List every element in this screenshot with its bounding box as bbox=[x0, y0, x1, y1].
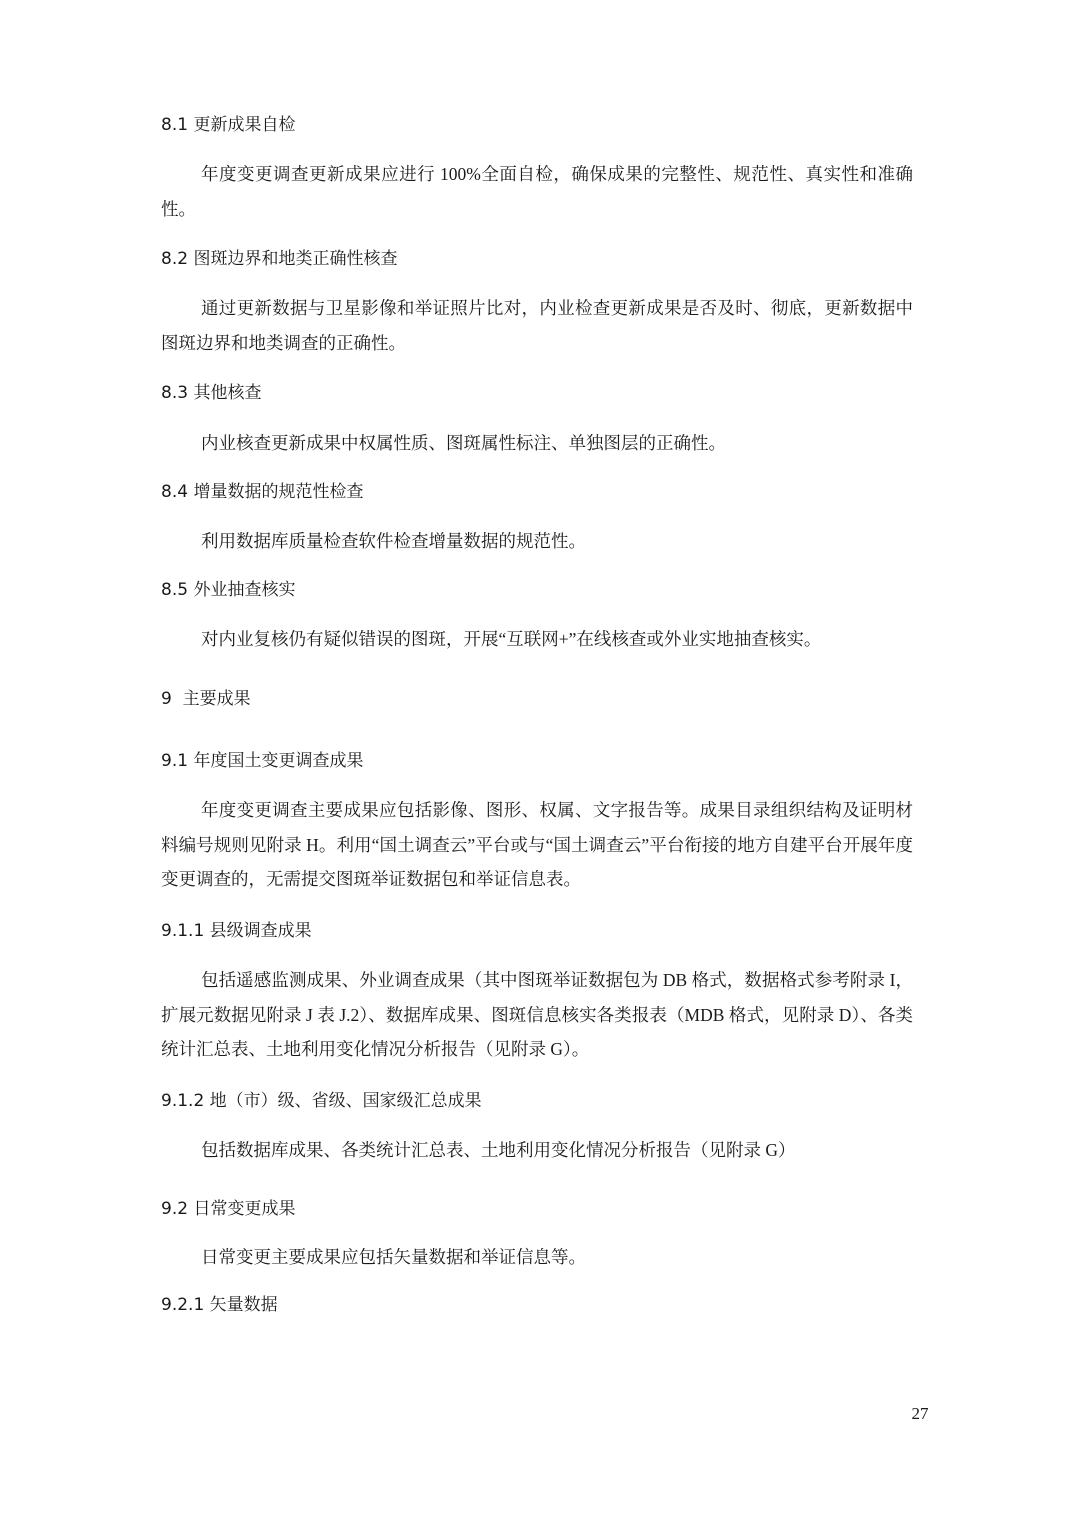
heading-text: 9.1.1 县级调查成果 bbox=[161, 921, 312, 941]
section-heading-8-2 bbox=[161, 248, 913, 270]
section-heading-9-2-1 bbox=[161, 1294, 913, 1316]
heading-text: 8.2 图斑边界和地类正确性核查 bbox=[161, 249, 398, 269]
heading-text: 9 主要成果 bbox=[161, 689, 251, 709]
heading-text: 8.5 外业抽查核实 bbox=[161, 580, 296, 600]
paragraph-9-1 bbox=[161, 793, 913, 897]
section-heading-9-1 bbox=[161, 750, 913, 772]
paragraph-text: 包括数据库成果、各类统计汇总表、土地利用变化情况分析报告（见附录 G） bbox=[201, 1140, 796, 1160]
section-heading-9-2 bbox=[161, 1198, 913, 1220]
page-number: 27 bbox=[911, 1404, 929, 1423]
chapter-heading-9 bbox=[161, 688, 913, 710]
section-heading-8-3 bbox=[161, 382, 913, 404]
paragraph-9-2 bbox=[161, 1240, 913, 1275]
paragraph-text: 利用数据库质量检查软件检查增量数据的规范性。 bbox=[201, 531, 586, 551]
section-heading-8-4 bbox=[161, 481, 913, 503]
paragraph-9-1-1 bbox=[161, 963, 913, 1067]
paragraph-text: 年度变更调查更新成果应进行 100%全面自检，确保成果的完整性、规范性、真实性和准确性。 bbox=[161, 164, 913, 219]
paragraph-text: 日常变更主要成果应包括矢量数据和举证信息等。 bbox=[201, 1247, 586, 1267]
heading-text: 8.3 其他核查 bbox=[161, 383, 262, 403]
paragraph-8-4 bbox=[161, 524, 913, 559]
paragraph-text: 年度变更调查主要成果应包括影像、图形、权属、文字报告等。成果目录组织结构及证明材料编号规则见附录 H。利用“国土调查云”平台或与“国土调查云”平台衔接的地方自建平台开展年度变更调查的，无需提交图斑举证数据包和举证信息表。 bbox=[161, 800, 913, 889]
paragraph-text: 包括遥感监测成果、外业调查成果（其中图斑举证数据包为 DB 格式，数据格式参考附录 I，扩展元数据见附录 J 表 J.2）、数据库成果、图斑信息核实各类报表（MDB 格式，见附录 D）、各类统计汇总表、土地利用变化情况分析报告（见附录 G）。 bbox=[161, 970, 913, 1059]
heading-text: 9.2.1 矢量数据 bbox=[161, 1295, 278, 1315]
paragraph-8-3 bbox=[161, 426, 913, 461]
section-heading-9-1-2 bbox=[161, 1090, 913, 1112]
heading-text: 9.2 日常变更成果 bbox=[161, 1199, 296, 1219]
paragraph-8-5 bbox=[161, 622, 913, 657]
heading-text: 9.1.2 地（市）级、省级、国家级汇总成果 bbox=[161, 1091, 482, 1111]
paragraph-text: 通过更新数据与卫星影像和举证照片比对，内业检查更新成果是否及时、彻底，更新数据中图斑边界和地类调查的正确性。 bbox=[161, 298, 913, 353]
section-heading-8-1 bbox=[161, 114, 913, 136]
section-heading-9-1-1 bbox=[161, 920, 913, 942]
paragraph-9-1-2 bbox=[161, 1133, 913, 1168]
section-heading-8-5 bbox=[161, 579, 913, 601]
heading-text: 9.1 年度国土变更调查成果 bbox=[161, 751, 364, 771]
heading-text: 8.1 更新成果自检 bbox=[161, 115, 296, 135]
heading-text: 8.4 增量数据的规范性检查 bbox=[161, 482, 364, 502]
paragraph-8-1 bbox=[161, 157, 913, 226]
paragraph-text: 对内业复核仍有疑似错误的图斑，开展“互联网+”在线核查或外业实地抽查核实。 bbox=[201, 629, 822, 649]
paragraph-text: 内业核查更新成果中权属性质、图斑属性标注、单独图层的正确性。 bbox=[201, 433, 726, 453]
paragraph-8-2 bbox=[161, 291, 913, 360]
